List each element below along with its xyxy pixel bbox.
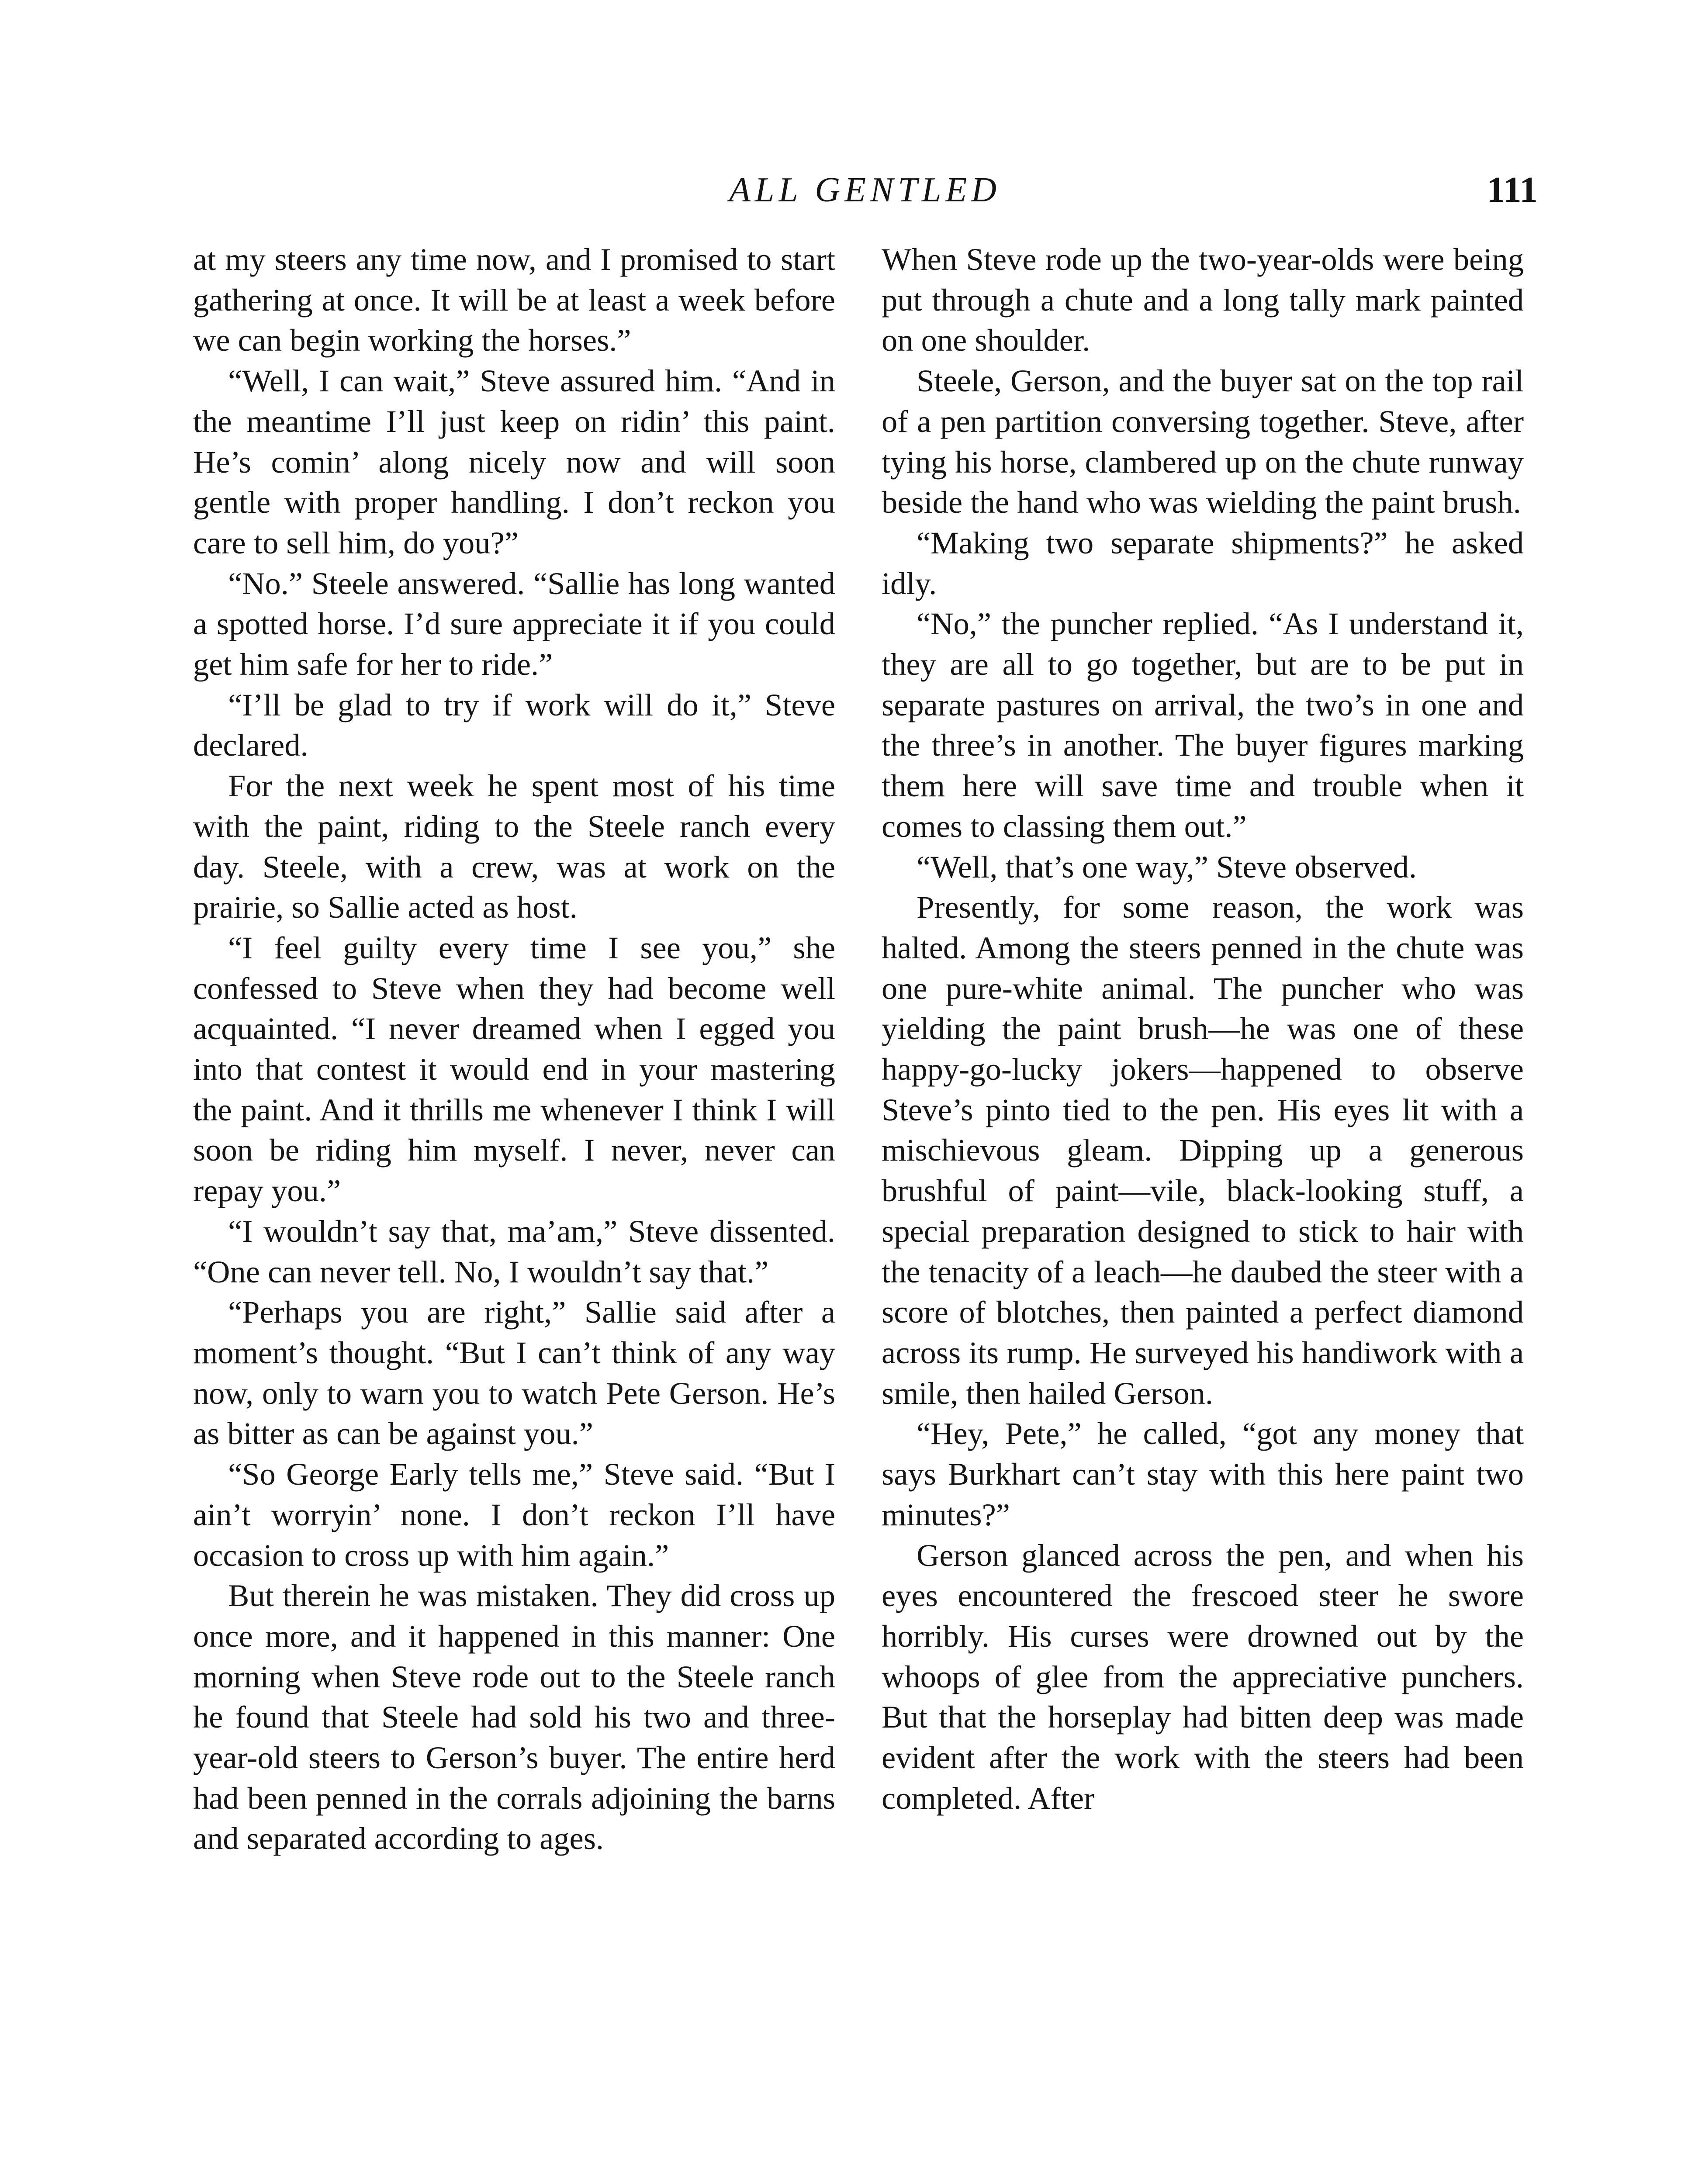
paragraph: Presently, for some reason, the work was halted. Among the steers penned in the chute was one pure-white animal. The puncher who was yielding the paint brush—he was one of these happy-go-lucky jokers—happened to observe Steve’s pinto tied to the pen. His eyes lit with a mischievous gleam. Dipping up a generous brushful of paint—vile, black-looking stuff, a special preparation designed to stick to hair with the tenacity of a leach—he daubed the steer with a score of blotches, then painted a perfect diamond across its rump. He surveyed his handiwork with a smile, then hailed Gerson. bbox=[882, 889, 1524, 1411]
paragraph: “So George Early tells me,” Steve said. “But I ain’t worryin’ none. I don’t reckon I’ll have occasion to cross up with him again.” bbox=[193, 1456, 835, 1573]
paragraph: Steele, Gerson, and the buyer sat on the top rail of a pen partition conversing together. Steve, after tying his horse, clambered up on the chute runway beside the hand who was wielding the paint brush. bbox=[882, 363, 1524, 520]
paragraph: “Well, I can wait,” Steve assured him. “And in the meantime I’ll just keep on ridin’ this paint. He’s comin’ along nicely now and will soon gentle with proper handling. I don’t reckon you care to sell him, do you?” bbox=[193, 363, 835, 560]
page-number: 111 bbox=[1487, 169, 1538, 210]
paragraph: “I’ll be glad to try if work will do it,” Steve declared. bbox=[193, 687, 835, 763]
paragraph: For the next week he spent most of his time with the paint, riding to the Steele ranch every day. Steele, with a crew, was at work on the prairie, so Sallie acted as host. bbox=[193, 768, 835, 925]
paragraph: “I wouldn’t say that, ma’am,” Steve dissented. “One can never tell. No, I wouldn’t say that.” bbox=[193, 1213, 835, 1289]
paragraph: at my steers any time now, and I promised to start gathering at once. It will be at least a week before we can begin working the horses.” bbox=[193, 242, 835, 358]
left-column bbox=[193, 239, 835, 1859]
running-head bbox=[192, 166, 1538, 214]
paragraph: When Steve rode up the two-year-olds were being put through a chute and a long tally mark painted on one shoulder. bbox=[882, 242, 1524, 358]
paragraph: “Hey, Pete,” he called, “got any money that says Burkhart can’t stay with this here paint two minutes?” bbox=[882, 1416, 1524, 1532]
paragraph: But therein he was mistaken. They did cross up once more, and it happened in this manner: One morning when Steve rode out to the Steele ranch he found that Steele had sold his two and three-year-old steers to Gerson’s buyer. The entire herd had been penned in the corrals adjoining the barns and separated according to ages. bbox=[193, 1578, 835, 1856]
paragraph: “I feel guilty every time I see you,” she confessed to Steve when they had become well acquainted. “I never dreamed when I egged you into that contest it would end in your mastering the paint. And it thrills me whenever I think I will soon be riding him myself. I never, never can repay you.” bbox=[193, 930, 835, 1209]
right-column bbox=[882, 239, 1524, 1818]
chapter-title: ALL GENTLED bbox=[729, 171, 1001, 209]
paragraph: Gerson glanced across the pen, and when his eyes encountered the frescoed steer he swore horribly. His curses were drowned out by the whoops of glee from the appreciative punchers. But that the horseplay had bitten deep was made evident after the work with the steers had been completed. After bbox=[882, 1537, 1524, 1816]
paragraph: “Well, that’s one way,” Steve observed. bbox=[917, 849, 1417, 885]
paragraph: “Perhaps you are right,” Sallie said after a moment’s thought. “But I can’t think of any way now, only to warn you to watch Pete Gerson. He’s as bitter as can be against you.” bbox=[193, 1294, 835, 1451]
paragraph: “No,” the puncher replied. “As I understand it, they are all to go together, but are to be put in separate pastures on arrival, the two’s in one and the three’s in another. The buyer figures marking them here will save time and trouble when it comes to classing them out.” bbox=[882, 606, 1524, 844]
paragraph: “No.” Steele answered. “Sallie has long wanted a spotted horse. I’d sure appreciate it if you could get him safe for her to ride.” bbox=[193, 565, 835, 682]
paragraph: “Making two separate shipments?” he asked idly. bbox=[882, 525, 1524, 601]
